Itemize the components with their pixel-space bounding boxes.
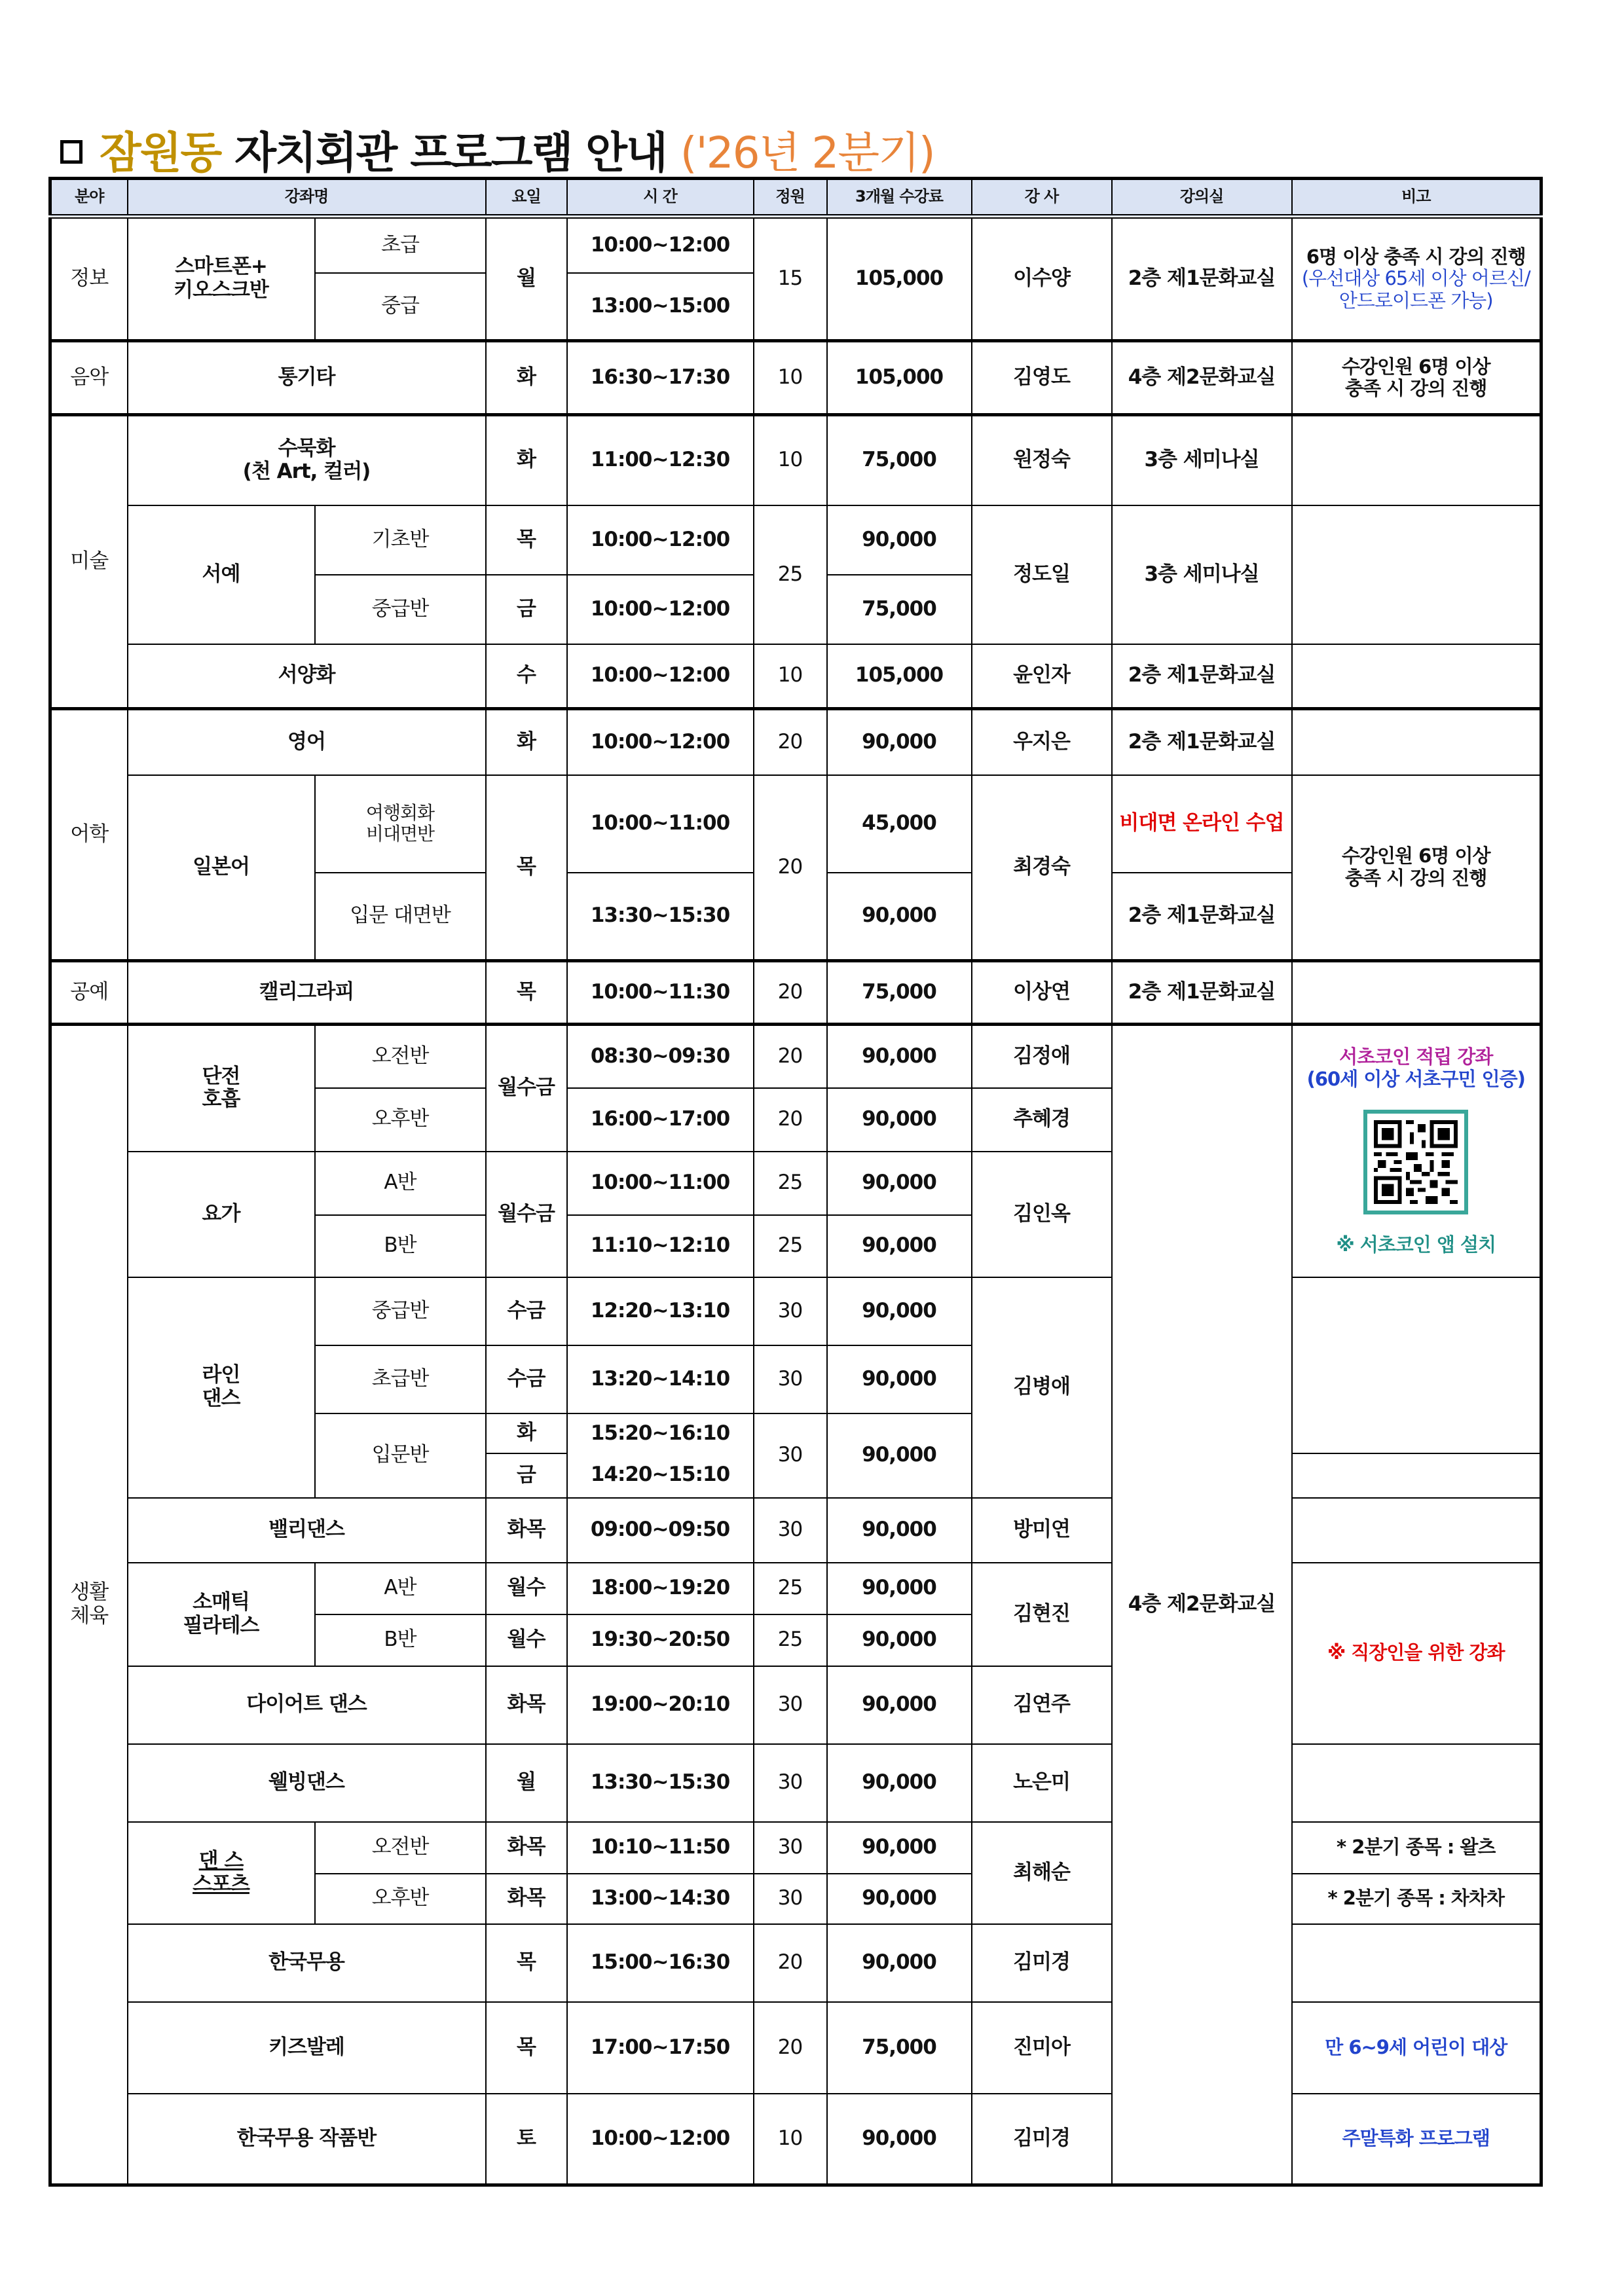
course-level: 오후반 <box>315 1088 486 1152</box>
course-capacity: 20 <box>754 961 827 1025</box>
course-capacity: 30 <box>754 1666 827 1744</box>
course-note <box>1292 415 1541 505</box>
course-capacity: 30 <box>754 1498 827 1563</box>
course-fee: 45,000 <box>827 775 972 873</box>
course-room: 3층 세미나실 <box>1112 505 1292 644</box>
course-time: 10:00~12:00 <box>567 644 754 709</box>
course-capacity: 25 <box>754 1563 827 1614</box>
course-time: 11:00~12:30 <box>567 415 754 505</box>
course-time: 13:30~15:30 <box>567 873 754 961</box>
course-day: 수금 <box>486 1345 567 1413</box>
course-time: 19:30~20:50 <box>567 1614 754 1666</box>
course-instructor: 윤인자 <box>972 644 1112 709</box>
course-fee: 90,000 <box>827 1563 972 1614</box>
course-level: 초급 <box>315 217 486 273</box>
course-note: * 2분기 종목 : 차차차 <box>1292 1874 1541 1924</box>
course-name: 한국무용 <box>128 1924 486 2002</box>
table-row <box>50 505 1541 575</box>
course-capacity: 20 <box>754 2002 827 2094</box>
header-time: 시 간 <box>567 179 754 217</box>
course-instructor: 김미경 <box>972 1924 1112 2002</box>
table-row <box>50 1924 1541 2002</box>
course-day: 화 <box>486 415 567 505</box>
course-day: 금 <box>486 575 567 644</box>
table-row <box>50 2002 1541 2094</box>
category-cell: 공예 <box>50 961 128 1025</box>
category-cell: 정보 <box>50 217 128 341</box>
course-name: 요가 <box>128 1152 315 1277</box>
course-day: 월수 <box>486 1563 567 1614</box>
course-note <box>1292 217 1541 341</box>
course-name: 영어 <box>128 709 486 775</box>
category-cell: 음악 <box>50 341 128 415</box>
course-day: 수 <box>486 644 567 709</box>
course-level: 중급반 <box>315 1277 486 1345</box>
header-room: 강의실 <box>1112 179 1292 217</box>
course-room: 2층 제1문화교실 <box>1112 961 1292 1025</box>
course-fee: 90,000 <box>827 1498 972 1563</box>
course-fee: 105,000 <box>827 644 972 709</box>
course-time: 10:10~11:50 <box>567 1822 754 1874</box>
course-capacity: 30 <box>754 1874 827 1924</box>
course-room: 4층 제2문화교실 <box>1112 341 1292 415</box>
course-capacity: 20 <box>754 1025 827 1088</box>
course-instructor: 추혜경 <box>972 1088 1112 1152</box>
course-room: 4층 제2문화교실 <box>1112 1025 1292 2185</box>
course-fee: 90,000 <box>827 1215 972 1277</box>
course-fee: 90,000 <box>827 1874 972 1924</box>
course-day: 화목 <box>486 1874 567 1924</box>
course-instructor: 노은미 <box>972 1744 1112 1822</box>
course-name: 수묵화 (천 Art, 컬러) <box>128 415 486 505</box>
course-level: 중급 <box>315 273 486 341</box>
course-name: 웰빙댄스 <box>128 1744 486 1822</box>
course-fee: 90,000 <box>827 1152 972 1215</box>
course-fee: 105,000 <box>827 341 972 415</box>
note-coin-app-install: ※ 서초코인 앱 설치 <box>1336 1233 1496 1256</box>
header-course: 강좌명 <box>128 179 486 217</box>
course-time: 12:20~13:10 <box>567 1277 754 1345</box>
course-level: 오후반 <box>315 1874 486 1924</box>
table-row <box>50 415 1541 505</box>
course-fee: 90,000 <box>827 1614 972 1666</box>
course-room-online: 비대면 온라인 수업 <box>1112 775 1292 873</box>
course-note: 수강인원 6명 이상 충족 시 강의 진행 <box>1292 341 1541 415</box>
course-note <box>1292 1453 1541 1498</box>
course-instructor: 김영도 <box>972 341 1112 415</box>
course-day: 화목 <box>486 1822 567 1874</box>
course-time: 10:00~11:30 <box>567 961 754 1025</box>
course-instructor: 김인옥 <box>972 1152 1112 1277</box>
note-coin-title: 서초코인 적립 강좌 <box>1339 1046 1493 1068</box>
table-row <box>50 217 1541 273</box>
course-day: 화 <box>486 341 567 415</box>
square-bullet-icon <box>60 140 83 164</box>
course-note: 수강인원 6명 이상 충족 시 강의 진행 <box>1292 775 1541 961</box>
course-day: 토 <box>486 2094 567 2185</box>
course-fee: 90,000 <box>827 1277 972 1345</box>
course-time: 13:00~14:30 <box>567 1874 754 1924</box>
course-capacity: 25 <box>754 1215 827 1277</box>
course-name: 캘리그라피 <box>128 961 486 1025</box>
course-name: 댄 스 스포츠 <box>128 1822 315 1924</box>
course-capacity: 20 <box>754 1088 827 1152</box>
course-day: 화목 <box>486 1498 567 1563</box>
header-note: 비고 <box>1292 179 1541 217</box>
course-fee: 75,000 <box>827 2002 972 2094</box>
course-capacity: 20 <box>754 709 827 775</box>
course-note: * 2분기 종목 : 왈츠 <box>1292 1822 1541 1874</box>
course-day: 월수금 <box>486 1025 567 1152</box>
header-day: 요일 <box>486 179 567 217</box>
course-time: 16:30~17:30 <box>567 341 754 415</box>
course-name: 서예 <box>128 505 315 644</box>
course-time: 10:00~12:00 <box>567 217 754 273</box>
table-row <box>50 1025 1541 1088</box>
course-day: 목 <box>486 1924 567 2002</box>
table-row <box>50 1563 1541 1614</box>
course-capacity: 10 <box>754 644 827 709</box>
course-fee: 90,000 <box>827 1025 972 1088</box>
course-level: 중급반 <box>315 575 486 644</box>
course-time: 10:00~12:00 <box>567 505 754 575</box>
course-note <box>1292 1744 1541 1822</box>
course-note <box>1292 1924 1541 2002</box>
course-capacity: 25 <box>754 1152 827 1215</box>
course-level: B반 <box>315 1614 486 1666</box>
course-time: 10:00~11:00 <box>567 1152 754 1215</box>
course-name: 서양화 <box>128 644 486 709</box>
course-note: 주말특화 프로그램 <box>1292 2094 1541 2185</box>
course-instructor: 진미아 <box>972 2002 1112 2094</box>
note-priority: (우선대상 65세 이상 어르신/ 안드로이드폰 가능) <box>1301 267 1530 312</box>
table-row <box>50 1277 1541 1345</box>
course-fee: 90,000 <box>827 1924 972 2002</box>
course-day: 월수금 <box>486 1152 567 1277</box>
course-fee: 90,000 <box>827 1822 972 1874</box>
course-fee: 90,000 <box>827 1413 972 1498</box>
course-time: 10:00~12:00 <box>567 2094 754 2185</box>
course-name: 밸리댄스 <box>128 1498 486 1563</box>
course-day: 목 <box>486 961 567 1025</box>
course-capacity: 20 <box>754 1924 827 2002</box>
course-level: 오전반 <box>315 1025 486 1088</box>
header-capacity: 정원 <box>754 179 827 217</box>
course-capacity: 30 <box>754 1744 827 1822</box>
course-name: 한국무용 작품반 <box>128 2094 486 2185</box>
course-instructor: 이상연 <box>972 961 1112 1025</box>
course-instructor: 김미경 <box>972 2094 1112 2185</box>
course-room: 2층 제1문화교실 <box>1112 217 1292 341</box>
course-day: 목 <box>486 2002 567 2094</box>
course-fee: 90,000 <box>827 1666 972 1744</box>
course-name: 다이어트 댄스 <box>128 1666 486 1744</box>
course-note: 만 6~9세 어린이 대상 <box>1292 2002 1541 2094</box>
course-day: 목 <box>486 775 567 961</box>
course-instructor: 김정애 <box>972 1025 1112 1088</box>
course-instructor: 우지은 <box>972 709 1112 775</box>
course-note <box>1292 644 1541 709</box>
course-instructor: 이수양 <box>972 217 1112 341</box>
course-day: 월 <box>486 217 567 341</box>
course-day: 수금 <box>486 1277 567 1345</box>
note-line: 6명 이상 충족 시 강의 진행 <box>1306 245 1526 268</box>
course-capacity: 30 <box>754 1277 827 1345</box>
course-fee: 90,000 <box>827 1088 972 1152</box>
course-room: 2층 제1문화교실 <box>1112 709 1292 775</box>
course-capacity: 15 <box>754 217 827 341</box>
course-level: 기초반 <box>315 505 486 575</box>
table-row <box>50 341 1541 415</box>
table-row <box>50 775 1541 873</box>
note-coin-eligibility: (60세 이상 서초구민 인증) <box>1306 1067 1525 1090</box>
course-day: 월 <box>486 1744 567 1822</box>
course-instructor: 김연주 <box>972 1666 1112 1744</box>
seocho-coin-note <box>1292 1025 1541 1277</box>
course-time: 10:00~12:00 <box>567 709 754 775</box>
course-time: 19:00~20:10 <box>567 1666 754 1744</box>
title-main: 자치회관 프로그램 안내 <box>221 128 680 178</box>
course-note <box>1292 1498 1541 1563</box>
course-instructor: 김현진 <box>972 1563 1112 1666</box>
table-row <box>50 1744 1541 1822</box>
course-fee: 90,000 <box>827 709 972 775</box>
course-note <box>1292 961 1541 1025</box>
table-row <box>50 709 1541 775</box>
course-fee: 90,000 <box>827 873 972 961</box>
course-capacity: 10 <box>754 415 827 505</box>
course-time: 11:10~12:10 <box>567 1215 754 1277</box>
course-time: 15:20~16:10 <box>567 1413 754 1453</box>
course-name: 스마트폰+ 키오스크반 <box>128 217 315 341</box>
worker-course-note: ※ 직장인을 위한 강좌 <box>1292 1563 1541 1744</box>
course-note <box>1292 1277 1541 1453</box>
course-instructor: 최해순 <box>972 1822 1112 1924</box>
course-time: 13:30~15:30 <box>567 1744 754 1822</box>
course-fee: 90,000 <box>827 2094 972 2185</box>
course-capacity: 10 <box>754 2094 827 2185</box>
course-level: 초급반 <box>315 1345 486 1413</box>
table-row <box>50 2094 1541 2185</box>
course-level: B반 <box>315 1215 486 1277</box>
course-level: A반 <box>315 1152 486 1215</box>
course-day: 금 <box>486 1453 567 1498</box>
course-fee: 75,000 <box>827 415 972 505</box>
table-row <box>50 1498 1541 1563</box>
course-fee: 105,000 <box>827 217 972 341</box>
title-quarter: ('26년 2분기) <box>680 128 934 178</box>
course-instructor: 방미연 <box>972 1498 1112 1563</box>
course-day: 월수 <box>486 1614 567 1666</box>
course-level: 입문 대면반 <box>315 873 486 961</box>
course-time: 17:00~17:50 <box>567 2002 754 2094</box>
course-room: 2층 제1문화교실 <box>1112 873 1292 961</box>
course-time: 08:30~09:30 <box>567 1025 754 1088</box>
header-fee: 3개월 수강료 <box>827 179 972 217</box>
course-instructor: 김병애 <box>972 1277 1112 1498</box>
course-note <box>1292 709 1541 775</box>
course-level: 입문반 <box>315 1413 486 1498</box>
course-name: 라인 댄스 <box>128 1277 315 1498</box>
course-capacity: 25 <box>754 505 827 644</box>
course-time: 09:00~09:50 <box>567 1498 754 1563</box>
course-instructor: 최경숙 <box>972 775 1112 961</box>
header-row <box>50 179 1541 217</box>
course-fee: 90,000 <box>827 505 972 575</box>
course-time: 10:00~11:00 <box>567 775 754 873</box>
category-cell: 생활 체육 <box>50 1025 128 2185</box>
course-name: 일본어 <box>128 775 315 961</box>
course-day: 화 <box>486 709 567 775</box>
page-title <box>60 118 934 180</box>
course-fee: 90,000 <box>827 1744 972 1822</box>
course-name: 단전 호흡 <box>128 1025 315 1152</box>
qr-code-icon[interactable] <box>1363 1110 1468 1214</box>
category-cell: 미술 <box>50 415 128 709</box>
course-name: 소매틱 필라테스 <box>128 1563 315 1666</box>
course-fee: 75,000 <box>827 575 972 644</box>
course-capacity: 20 <box>754 775 827 961</box>
course-capacity: 30 <box>754 1413 827 1498</box>
course-instructor: 원정숙 <box>972 415 1112 505</box>
course-time: 13:00~15:00 <box>567 273 754 341</box>
course-time: 10:00~12:00 <box>567 575 754 644</box>
table-row <box>50 961 1541 1025</box>
course-capacity: 10 <box>754 341 827 415</box>
course-day: 화목 <box>486 1666 567 1744</box>
title-dong: 잠원동 <box>100 128 221 178</box>
header-instructor: 강 사 <box>972 179 1112 217</box>
course-fee: 75,000 <box>827 961 972 1025</box>
course-time: 18:00~19:20 <box>567 1563 754 1614</box>
course-level: A반 <box>315 1563 486 1614</box>
course-capacity: 30 <box>754 1345 827 1413</box>
course-capacity: 30 <box>754 1822 827 1874</box>
course-time: 15:00~16:30 <box>567 1924 754 2002</box>
category-cell: 어학 <box>50 709 128 961</box>
course-day: 화 <box>486 1413 567 1453</box>
course-room: 3층 세미나실 <box>1112 415 1292 505</box>
course-fee: 90,000 <box>827 1345 972 1413</box>
course-time: 13:20~14:10 <box>567 1345 754 1413</box>
course-level: 여행회화 비대면반 <box>315 775 486 873</box>
course-note <box>1292 505 1541 644</box>
course-time: 14:20~15:10 <box>567 1453 754 1498</box>
course-instructor: 정도일 <box>972 505 1112 644</box>
course-room: 2층 제1문화교실 <box>1112 644 1292 709</box>
course-capacity: 25 <box>754 1614 827 1666</box>
header-category: 분야 <box>50 179 128 217</box>
course-level: 오전반 <box>315 1822 486 1874</box>
course-name: 통기타 <box>128 341 486 415</box>
program-table <box>48 177 1543 2187</box>
course-name: 키즈발레 <box>128 2002 486 2094</box>
course-time: 16:00~17:00 <box>567 1088 754 1152</box>
table-row <box>50 644 1541 709</box>
table-row <box>50 1822 1541 1874</box>
course-day: 목 <box>486 505 567 575</box>
